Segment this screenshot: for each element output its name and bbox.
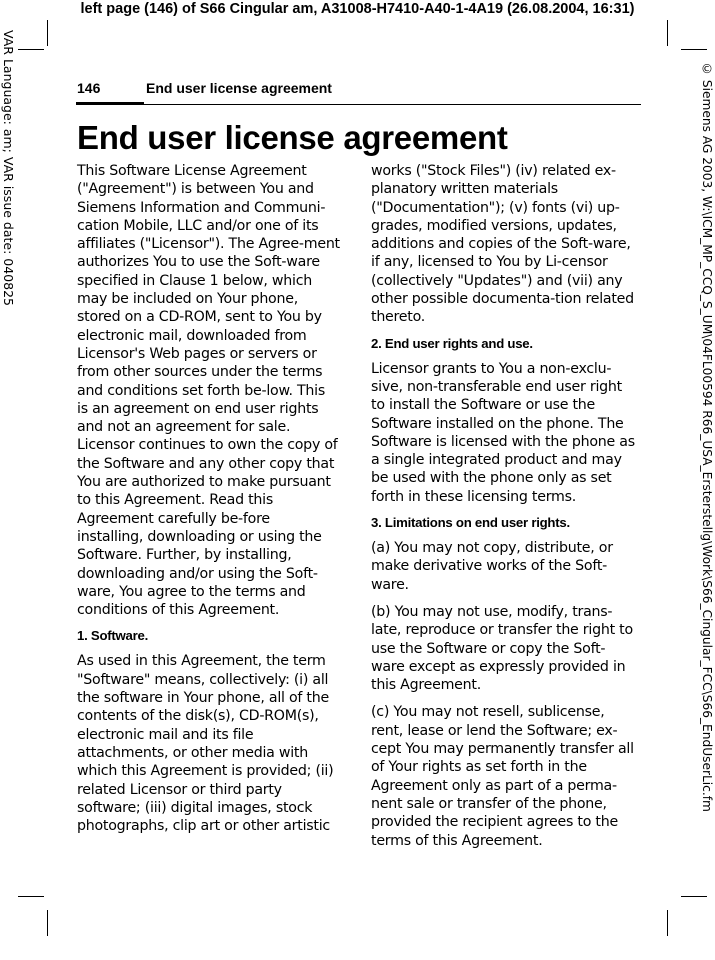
header-rule-thick <box>76 102 144 105</box>
crop-mark-top-left-horizontal <box>18 49 44 50</box>
software-definition-continuation: works ("Stock Files") (iv) related ex-planatory written materials ("Documentation"); (v) fonts (vi) up-grades, modified versions, updates, additions and copies of the Soft-ware, if any, licensed to You by Li-censor (collectively "Updates") and (vii) any other possible documenta-tion related thereto. <box>371 163 634 326</box>
limitation-b: (b) You may not use, modify, trans-late, reproduce or transfer the right to use the Software or copy the Soft-ware except as expressly provided in this Agreement. <box>371 603 633 694</box>
limitation-a: (a) You may not copy, distribute, or make derivative works of the Soft-ware. <box>371 540 613 593</box>
var-language-note: VAR Language: am; VAR issue date: 040825 <box>1 30 16 306</box>
left-column <box>77 162 340 844</box>
crop-mark-top-right-horizontal <box>681 49 707 50</box>
page-number: 146 <box>77 80 101 96</box>
right-column <box>371 162 636 859</box>
section-heading-rights: 2. End user rights and use. <box>371 335 533 351</box>
crop-mark-bottom-left-horizontal <box>18 896 44 897</box>
page-title: End user license agreement <box>77 119 508 156</box>
file-path-note: © Siemens AG 2003, W:\ICM_MP_CCQ_S_UM\04FL00594 R66_USA_Ersterstellg\Work\S66_Cingular_FCC\S66_EndUserLic.fm <box>700 62 714 812</box>
header-rule <box>144 104 641 105</box>
rights-paragraph: Licensor grants to You a non-exclu-sive, non-transferable end user right to install the Software or use the Software installed on the phone. The Software is licensed with the phone as a single integrated product and may be used with the phone only as set forth in these licensing terms. <box>371 360 635 505</box>
crop-mark-bottom-left-vertical <box>47 910 48 936</box>
crop-mark-top-left-vertical <box>47 20 48 46</box>
crop-mark-bottom-right-vertical <box>667 910 668 936</box>
running-head: End user license agreement <box>146 80 332 96</box>
print-job-info: left page (146) of S66 Cingular am, A31008-H7410-A40-1-4A19 (26.08.2004, 16:31) <box>80 1 635 17</box>
crop-mark-top-right-vertical <box>667 20 668 46</box>
software-definition-paragraph: As used in this Agreement, the term "Software" means, collectively: (i) all the software in Your phone, all of the contents of the disk(s), CD-ROM(s), electronic mail and its file attachments, or other media with which this Agreement is provided; (ii) related Licensor or third party software; (iii) digital images, stock photographs, clip art or other artistic <box>77 653 334 835</box>
limitation-c: (c) You may not resell, sublicense, rent, lease or lend the Software; ex-cept You may permanently transfer all of Your rights as set forth in the Agreement only as part of a perma-nent sale or transfer of the phone, provided the recipient agrees to the terms of this Agreement. <box>371 704 634 849</box>
section-heading-software: 1. Software. <box>77 628 149 644</box>
section-heading-limitations: 3. Limitations on end user rights. <box>371 515 570 531</box>
intro-paragraph: This Software License Agreement ("Agreement") is between You and Siemens Information and Communi-cation Mobile, LLC and/or one of its affiliates ("Licensor"). The Agree-ment authorizes You to use the Soft-ware specified in Clause 1 below, which may be included on Your phone, stored on a CD-ROM, sent to You by electronic mail, downloaded from Licensor's Web pages or servers or from other sources under the terms and conditions set forth be-low. This is an agreement on end user rights and not an agreement for sale. Licensor continues to own the copy of the Software and any other copy that You are authorized to make pursuant to this Agreement. Read this Agreement carefully be-fore installing, downloading or using the Software. Further, by installing, downloading and/or using the Soft-ware, You agree to the terms and conditions of this Agreement. <box>77 163 340 619</box>
